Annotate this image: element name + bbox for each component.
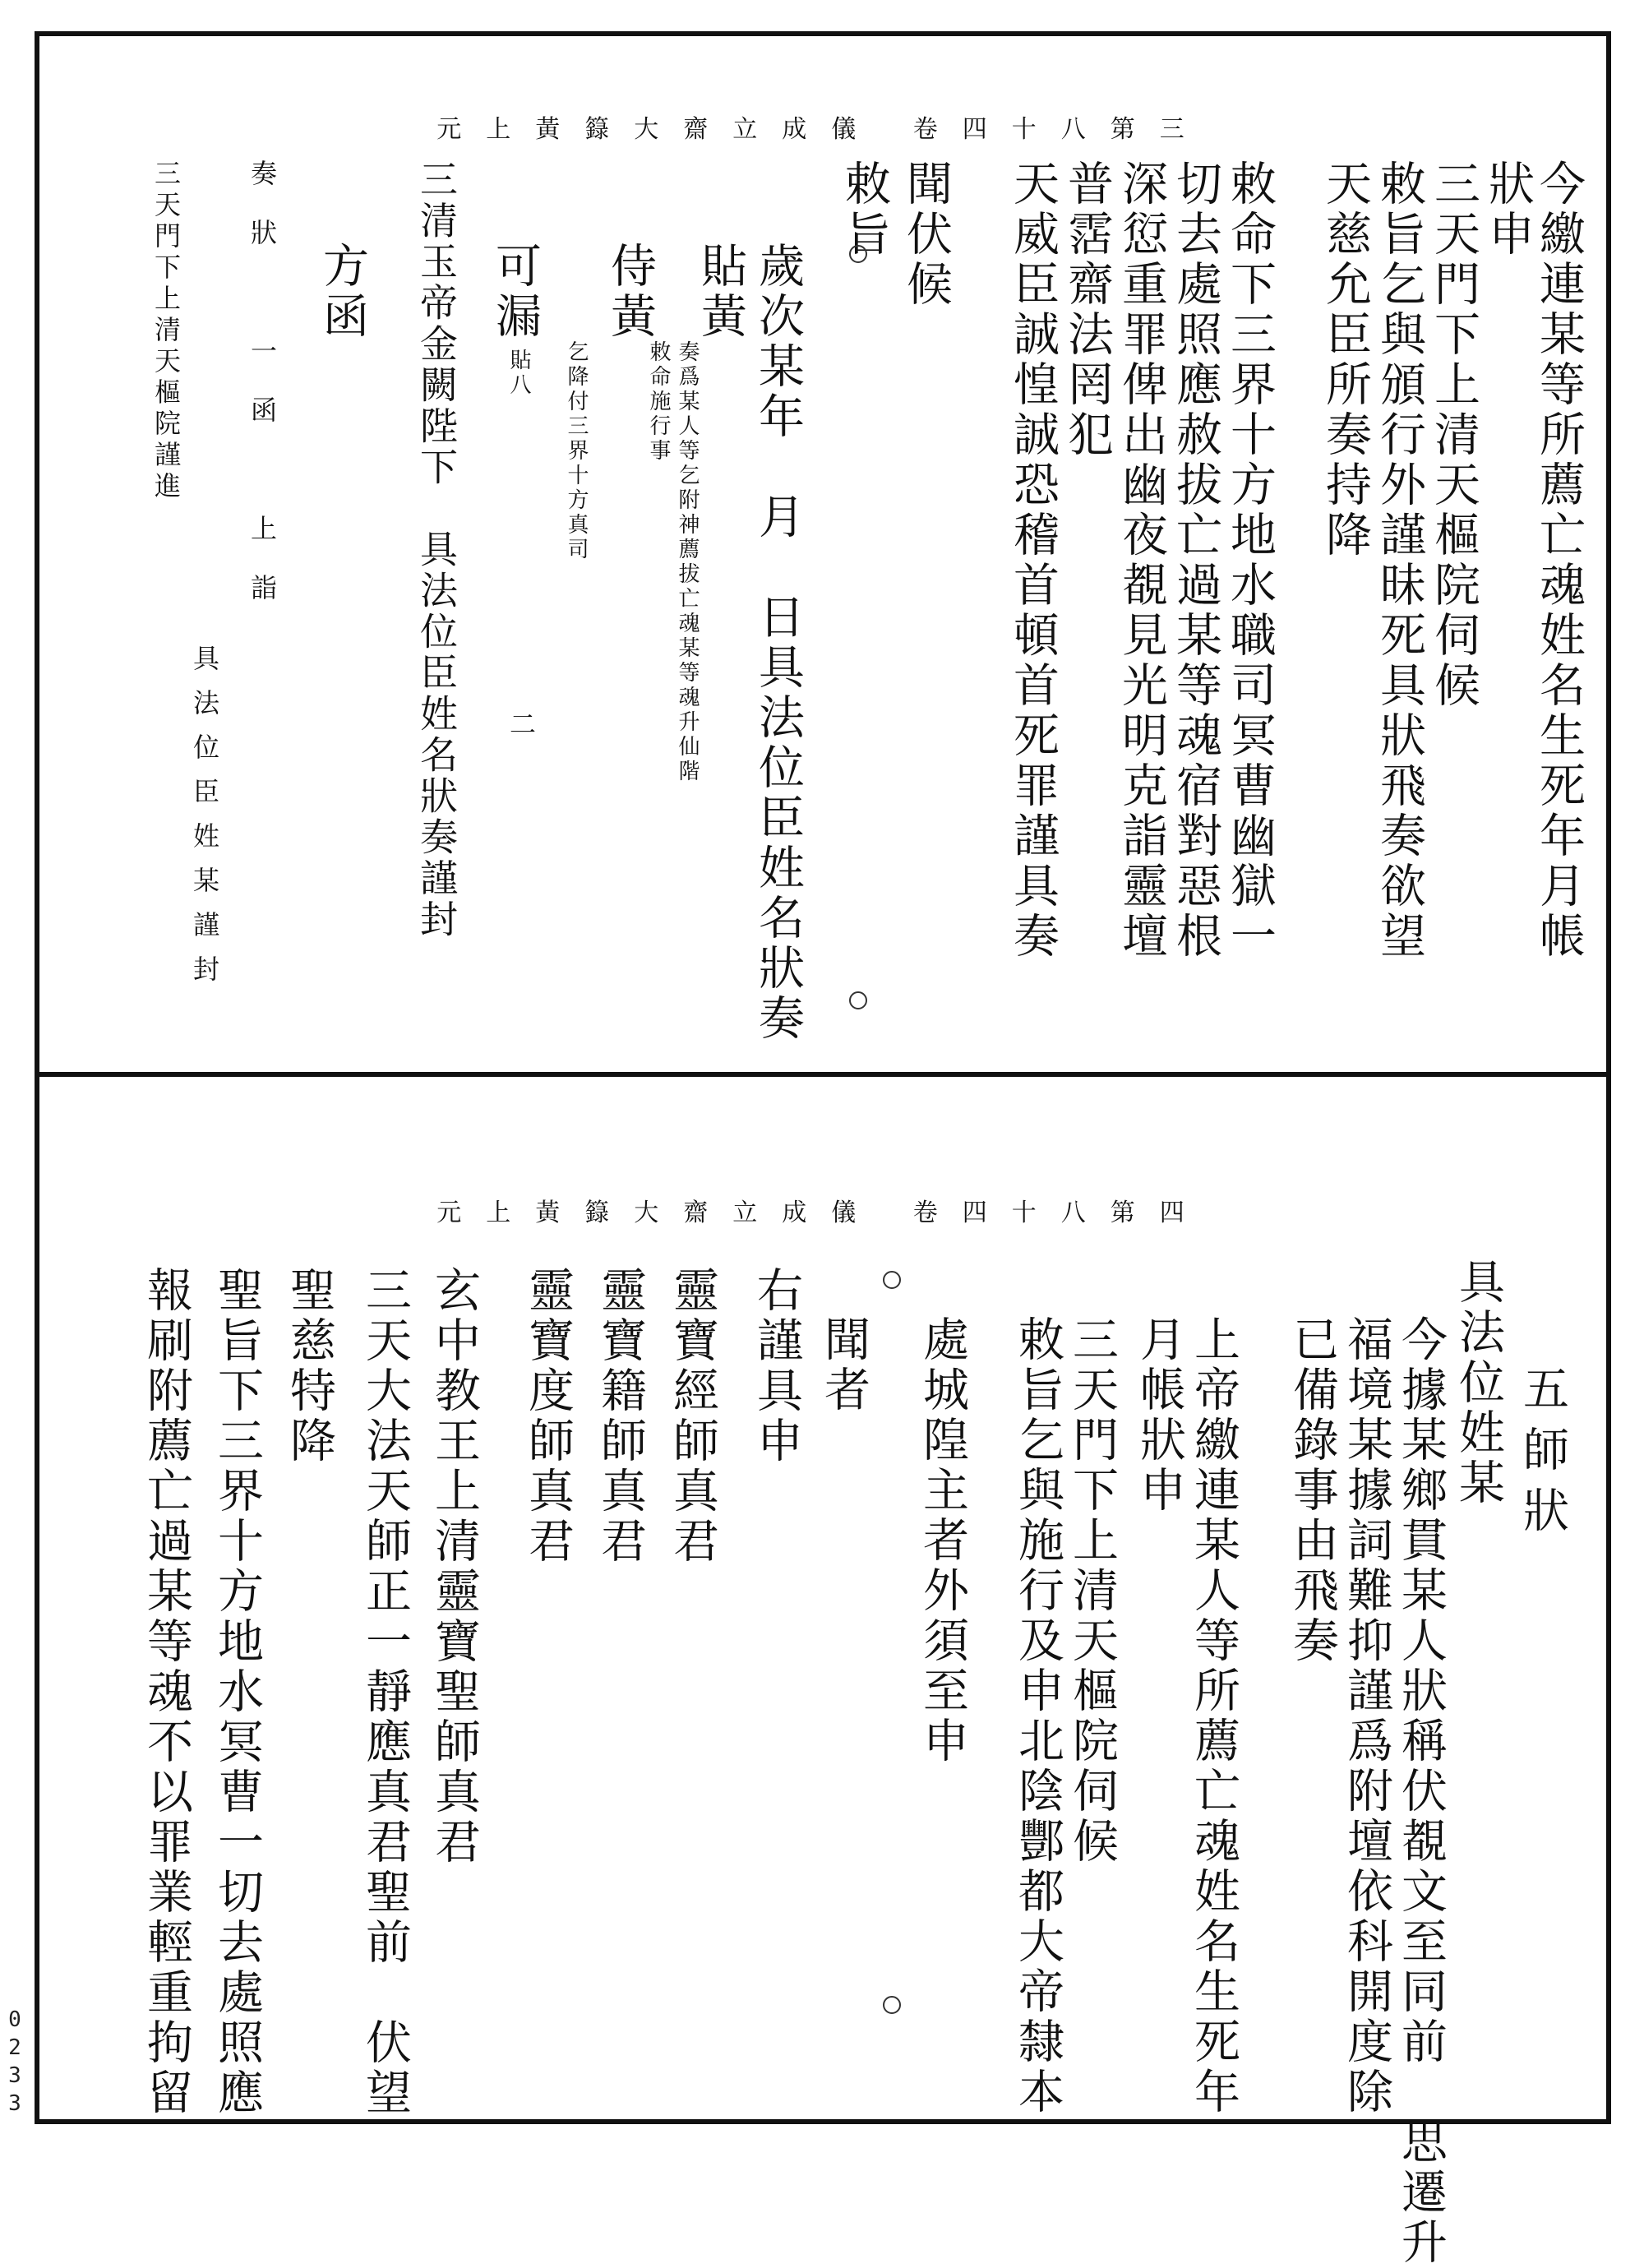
text-column: 今據某鄉貫某人狀稱伏覩文至同前 思遷升 xyxy=(1394,1315,1448,2268)
text-column: 切去處照應赦拔亡過某等魂宿對惡根 xyxy=(1169,159,1222,962)
page-number xyxy=(5,2006,25,2118)
text-column: 三天門下上清天樞院謹進 xyxy=(150,159,182,503)
text-column: 貼黃 xyxy=(694,242,747,342)
text-column: 報刷附薦亡過某等魂不以罪業輕重拘留 xyxy=(140,1266,193,2118)
text-column: 普霑齋法罔犯 xyxy=(1060,159,1114,460)
page-number-text: 0233 xyxy=(8,2007,21,2116)
text-column: 侍黃 xyxy=(603,242,657,342)
text-column-note: 敕命施行事 xyxy=(646,340,671,464)
text-column: 處城隍主者外須至申 xyxy=(916,1315,969,1767)
circle-mark xyxy=(883,1271,901,1289)
text-column: 具法位臣姓某謹封 xyxy=(189,644,220,1000)
text-column: 聖慈特降 xyxy=(283,1266,336,1467)
text-column: 奏狀 一函 上詣 xyxy=(247,159,278,633)
text-column: 已備錄事由飛奏 xyxy=(1286,1315,1339,1666)
text-column: 敕命下三界十方地水職司冥曹幽獄一 xyxy=(1223,159,1277,962)
text-column: 上帝繳連某人等所薦亡魂姓名生死年 xyxy=(1187,1315,1240,2118)
text-column: 方函 xyxy=(316,242,369,342)
text-column: 敕旨乞與頒行外謹昧死具狀飛奏欲望 xyxy=(1373,159,1426,962)
circle-mark xyxy=(849,245,867,263)
text-column: 聖旨下三界十方地水冥曹一切去處照應 xyxy=(210,1266,264,2118)
text-column: 今繳連某等所薦亡魂姓名生死年月帳 xyxy=(1532,159,1586,962)
text-column: 三天大法天師正一靜應真君聖前 伏望 xyxy=(358,1266,412,2118)
text-column: 可漏 xyxy=(488,242,542,342)
text-column: 歲次某年 月 日具法位臣姓名狀奏 xyxy=(751,242,805,1044)
small-note: 二 xyxy=(506,710,537,741)
text-column: 深愆重罪俾出幽夜覩見光明克詣靈壇 xyxy=(1115,159,1168,962)
bottom-page-header: 元上黃籙大齋立成儀 卷四十八第四 xyxy=(436,1199,1209,1227)
text-column: 靈寶籍師真君 xyxy=(593,1266,647,1567)
text-column: 三清玉帝金闕陛下 具法位臣姓名狀奏謹封 xyxy=(414,159,459,940)
text-column: 敕旨 xyxy=(838,159,891,260)
text-column: 聞者 xyxy=(817,1315,870,1416)
top-page xyxy=(39,36,1606,1072)
text-column-note: 奏爲某人等乞附神薦拔亡魂某等魂升仙階 xyxy=(675,340,700,784)
text-column: 聞伏候 xyxy=(899,159,953,310)
text-column: 靈寶經師真君 xyxy=(666,1266,719,1567)
text-column: 靈寶度師真君 xyxy=(521,1266,575,1567)
text-column: 玄中教王上清靈寶聖師真君 xyxy=(427,1266,481,1868)
circle-mark xyxy=(883,1996,901,2014)
document-title: 五師狀 xyxy=(1516,1365,1569,1547)
circle-mark xyxy=(849,991,867,1009)
text-column: 右謹具申 xyxy=(750,1266,803,1467)
text-column-note: 乞降付三界十方真司 xyxy=(564,340,589,562)
text-column: 天慈允臣所奏持降 xyxy=(1318,159,1372,561)
text-column: 三天門下上清天樞院伺候 xyxy=(1065,1315,1119,1867)
text-column: 福境某據詞難抑謹爲附壇依科開度除 xyxy=(1340,1315,1393,2118)
text-column: 敕旨乞與施行及申北陰酆都大帝隸本 xyxy=(1011,1315,1064,2118)
top-page-header: 元上黃籙大齋立成儀 卷四十八第三 xyxy=(436,115,1209,144)
text-column: 天威臣誠惶誠恐稽首頓首死罪謹具奏 xyxy=(1006,159,1060,962)
small-note: 貼八 xyxy=(506,349,531,398)
text-column: 月帳狀申 xyxy=(1133,1315,1186,1516)
text-column: 三天門下上清天樞院伺候 xyxy=(1427,159,1480,711)
text-column: 狀申 xyxy=(1481,159,1535,260)
text-column: 具法位姓某 xyxy=(1452,1258,1505,1508)
bottom-page xyxy=(39,1077,1606,2268)
